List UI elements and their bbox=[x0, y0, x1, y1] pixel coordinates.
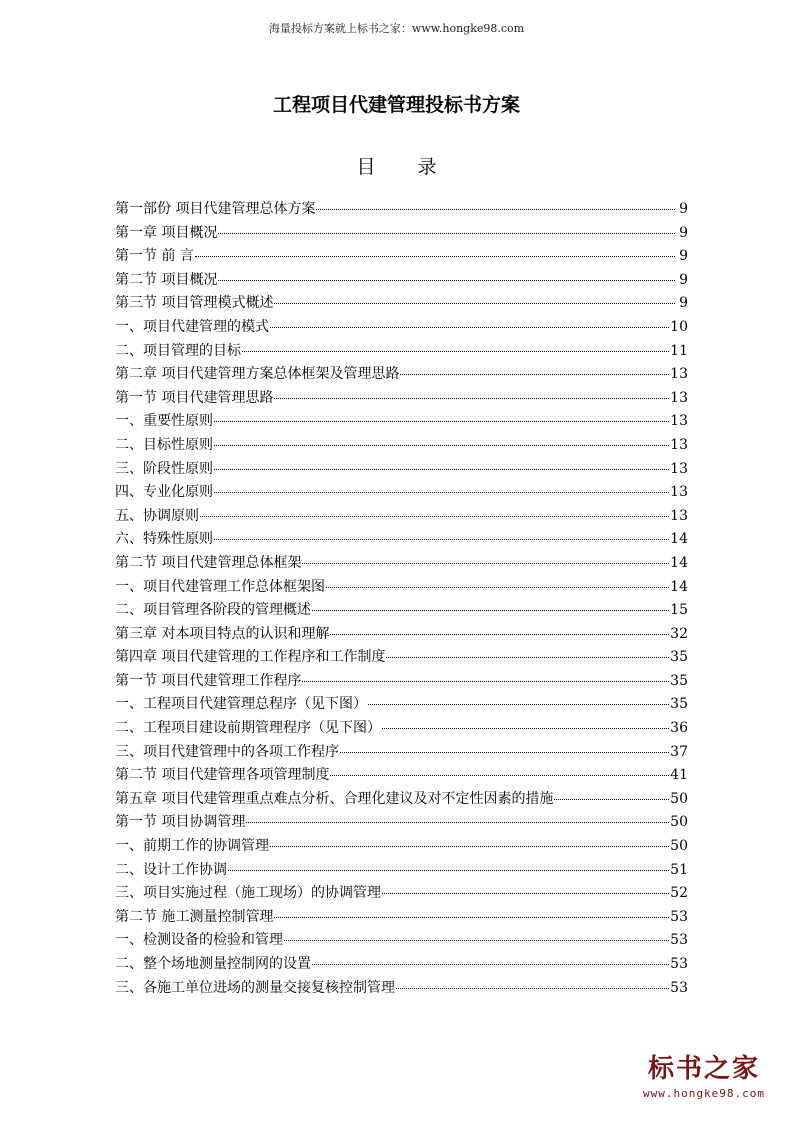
toc-entry-page-number: 13 bbox=[670, 460, 688, 477]
toc-entry-page-number: 35 bbox=[670, 672, 688, 689]
toc-entry[interactable] bbox=[115, 811, 688, 835]
toc-entry[interactable] bbox=[115, 953, 688, 977]
site-logo bbox=[643, 1048, 765, 1100]
toc-entry[interactable] bbox=[115, 292, 688, 316]
toc-dot-leader bbox=[316, 198, 675, 210]
toc-entry-title: 第一节 项目代建管理思路 bbox=[115, 389, 274, 406]
toc-dot-leader bbox=[274, 292, 675, 304]
toc-dot-leader bbox=[214, 481, 669, 493]
toc-entry-title: 五、协调原则 bbox=[115, 507, 199, 524]
toc-entry[interactable] bbox=[115, 316, 688, 340]
toc-entry[interactable] bbox=[115, 410, 688, 434]
toc-entry[interactable] bbox=[115, 764, 688, 788]
toc-entry-page-number: 13 bbox=[670, 366, 688, 383]
toc-entry-page-number: 41 bbox=[670, 767, 688, 784]
toc-entry[interactable] bbox=[115, 977, 688, 1001]
toc-dot-leader bbox=[340, 740, 669, 752]
toc-entry[interactable] bbox=[115, 859, 688, 883]
toc-entry-title: 一、项目代建管理的模式 bbox=[115, 318, 269, 335]
toc-entry-title: 三、项目代建管理中的各项工作程序 bbox=[115, 743, 339, 760]
toc-entry-page-number: 13 bbox=[670, 507, 688, 524]
document-title: 工程项目代建管理投标书方案 bbox=[272, 94, 520, 116]
logo-text: 标书之家 bbox=[648, 1054, 761, 1084]
toc-entry-page-number: 14 bbox=[670, 578, 688, 595]
toc-entry-page-number: 13 bbox=[670, 389, 688, 406]
toc-entry[interactable] bbox=[115, 670, 688, 694]
toc-entry-page-number: 13 bbox=[670, 484, 688, 501]
toc-entry[interactable] bbox=[115, 458, 688, 482]
toc-dot-leader bbox=[195, 245, 675, 257]
toc-entry-page-number: 9 bbox=[679, 201, 688, 217]
toc-dot-leader bbox=[242, 339, 669, 351]
toc-dot-leader bbox=[554, 788, 669, 800]
toc-dot-leader bbox=[382, 717, 669, 729]
toc-entry[interactable] bbox=[115, 481, 688, 505]
toc-entry[interactable] bbox=[115, 222, 688, 246]
toc-entry-title: 六、特殊性原则 bbox=[115, 531, 213, 548]
toc-entry[interactable] bbox=[115, 835, 688, 859]
toc-dot-leader bbox=[218, 221, 675, 233]
toc-dot-leader bbox=[330, 764, 669, 776]
toc-entry-page-number: 11 bbox=[670, 342, 688, 359]
toc-entry-page-number: 35 bbox=[670, 696, 688, 713]
toc-dot-leader bbox=[386, 646, 669, 658]
toc-entry-title: 第五章 项目代建管理重点难点分析、合理化建议及对不定性因素的措施 bbox=[115, 790, 554, 807]
toc-entry-title: 三、项目实施过程（施工现场）的协调管理 bbox=[115, 885, 381, 902]
toc-dot-leader bbox=[246, 811, 669, 823]
toc-dot-leader bbox=[214, 410, 669, 422]
toc-entry-title: 一、前期工作的协调管理 bbox=[115, 838, 269, 855]
toc-entry-page-number: 52 bbox=[670, 885, 688, 902]
toc-entry-title: 第二章 项目代建管理方案总体框架及管理思路 bbox=[115, 366, 400, 383]
toc-entry[interactable] bbox=[115, 434, 688, 458]
toc-dot-leader bbox=[214, 528, 669, 540]
toc-entry-page-number: 50 bbox=[670, 814, 688, 831]
toc-entry-title: 第一章 项目概况 bbox=[115, 224, 218, 241]
toc-entry-page-number: 10 bbox=[670, 318, 688, 335]
toc-dot-leader bbox=[396, 976, 669, 988]
toc-dot-leader bbox=[312, 953, 669, 965]
toc-entry-title: 一、检测设备的检验和管理 bbox=[115, 932, 283, 949]
toc-dot-leader bbox=[368, 693, 669, 705]
toc-entry-title: 三、各施工单位进场的测量交接复核控制管理 bbox=[115, 979, 395, 996]
toc-entry[interactable] bbox=[115, 387, 688, 411]
toc-entry[interactable] bbox=[115, 717, 688, 741]
toc-dot-leader bbox=[312, 599, 669, 611]
toc-entry-title: 二、目标性原则 bbox=[115, 436, 213, 453]
page-header-watermark: 海量投标方案就上标书之家：www.hongke98.com bbox=[268, 22, 525, 35]
toc-dot-leader bbox=[200, 505, 669, 517]
toc-entry[interactable] bbox=[115, 929, 688, 953]
toc-dot-leader bbox=[400, 363, 669, 375]
toc-dot-leader bbox=[302, 552, 669, 564]
toc-entry-title: 一、重要性原则 bbox=[115, 413, 213, 430]
toc-entry-page-number: 32 bbox=[670, 625, 688, 642]
toc-dot-leader bbox=[330, 623, 669, 635]
table-of-contents bbox=[115, 198, 688, 1000]
toc-entry[interactable] bbox=[115, 269, 688, 293]
toc-entry-title: 二、设计工作协调 bbox=[115, 861, 227, 878]
toc-entry-title: 二、工程项目建设前期管理程序（见下图） bbox=[115, 720, 381, 737]
toc-entry[interactable] bbox=[115, 599, 688, 623]
toc-entry-page-number: 13 bbox=[670, 413, 688, 430]
toc-entry-page-number: 53 bbox=[670, 956, 688, 972]
toc-heading: 目 录 bbox=[356, 156, 455, 178]
toc-entry[interactable] bbox=[115, 528, 688, 552]
toc-dot-leader bbox=[214, 457, 669, 469]
toc-entry[interactable] bbox=[115, 505, 688, 529]
toc-entry[interactable] bbox=[115, 646, 688, 670]
toc-dot-leader bbox=[326, 575, 669, 587]
toc-entry-page-number: 9 bbox=[679, 248, 688, 265]
toc-entry-title: 第二节 项目概况 bbox=[115, 271, 218, 288]
toc-entry[interactable] bbox=[115, 906, 688, 930]
toc-entry[interactable] bbox=[115, 882, 688, 906]
toc-entry-title: 第三节 项目管理模式概述 bbox=[115, 295, 274, 312]
toc-entry[interactable] bbox=[115, 198, 688, 222]
toc-entry-page-number: 35 bbox=[670, 649, 688, 666]
toc-dot-leader bbox=[274, 387, 669, 399]
toc-entry-page-number: 53 bbox=[670, 908, 688, 925]
toc-entry-title: 第二节 施工测量控制管理 bbox=[115, 908, 274, 925]
toc-dot-leader bbox=[218, 269, 675, 281]
toc-entry-page-number: 53 bbox=[670, 979, 688, 996]
toc-entry-title: 一、工程项目代建管理总程序（见下图） bbox=[115, 696, 367, 713]
toc-entry-title: 第四章 项目代建管理的工作程序和工作制度 bbox=[115, 649, 386, 666]
toc-entry[interactable] bbox=[115, 623, 688, 647]
toc-dot-leader bbox=[302, 670, 669, 682]
toc-entry-page-number: 9 bbox=[679, 271, 688, 288]
toc-dot-leader bbox=[284, 929, 669, 941]
toc-entry-page-number: 51 bbox=[670, 861, 688, 878]
toc-entry-page-number: 14 bbox=[670, 554, 688, 571]
toc-entry[interactable] bbox=[115, 245, 688, 269]
toc-entry-title: 第一部份 项目代建管理总体方案 bbox=[115, 201, 316, 217]
toc-entry-title: 第一节 前 言 bbox=[115, 248, 194, 265]
toc-entry-page-number: 53 bbox=[670, 932, 688, 949]
toc-entry[interactable] bbox=[115, 340, 688, 364]
toc-entry-title: 一、项目代建管理工作总体框架图 bbox=[115, 578, 325, 595]
toc-entry-page-number: 37 bbox=[670, 743, 688, 760]
toc-dot-leader bbox=[270, 316, 669, 328]
logo-url: www.hongke98.com bbox=[643, 1087, 765, 1100]
toc-dot-leader bbox=[270, 835, 669, 847]
toc-entry-page-number: 13 bbox=[670, 436, 688, 453]
toc-entry-title: 第一节 项目代建管理工作程序 bbox=[115, 672, 302, 689]
toc-entry-title: 四、专业化原则 bbox=[115, 484, 213, 501]
toc-entry[interactable] bbox=[115, 788, 688, 812]
toc-entry[interactable] bbox=[115, 693, 688, 717]
toc-dot-leader bbox=[274, 906, 669, 918]
toc-entry-page-number: 9 bbox=[679, 224, 688, 241]
toc-entry-title: 第二节 项目代建管理总体框架 bbox=[115, 554, 302, 571]
toc-entry-title: 二、整个场地测量控制网的设置 bbox=[115, 956, 311, 972]
toc-entry-page-number: 36 bbox=[670, 720, 688, 737]
toc-entry[interactable] bbox=[115, 741, 688, 765]
toc-entry-page-number: 9 bbox=[679, 295, 688, 312]
toc-entry[interactable] bbox=[115, 552, 688, 576]
toc-entry-page-number: 15 bbox=[670, 602, 688, 619]
toc-entry-page-number: 14 bbox=[670, 531, 688, 548]
toc-entry-title: 第三章 对本项目特点的认识和理解 bbox=[115, 625, 330, 642]
toc-entry-title: 第一节 项目协调管理 bbox=[115, 814, 246, 831]
toc-entry-title: 第二节 项目代建管理各项管理制度 bbox=[115, 767, 330, 784]
toc-entry-title: 二、项目管理各阶段的管理概述 bbox=[115, 602, 311, 619]
toc-entry-title: 三、阶段性原则 bbox=[115, 460, 213, 477]
toc-entry-page-number: 50 bbox=[670, 838, 688, 855]
toc-entry-page-number: 50 bbox=[670, 790, 688, 807]
toc-entry-title: 二、项目管理的目标 bbox=[115, 342, 241, 359]
toc-entry[interactable] bbox=[115, 363, 688, 387]
toc-dot-leader bbox=[382, 882, 669, 894]
toc-entry[interactable] bbox=[115, 576, 688, 600]
toc-dot-leader bbox=[214, 434, 669, 446]
toc-dot-leader bbox=[228, 858, 669, 870]
